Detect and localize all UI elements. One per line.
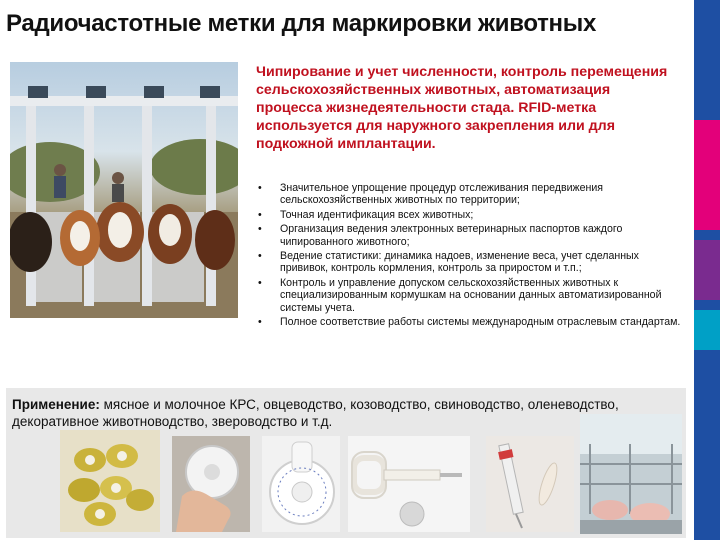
list-item (256, 182, 686, 207)
bullet-icon: • (258, 223, 262, 236)
strip-segment-purple (694, 240, 720, 300)
bullet-icon: • (258, 208, 262, 221)
round-tag-icon (262, 436, 340, 532)
list-item (256, 250, 686, 275)
bullet-text: Ведение статистики: динамика надоев, изменение веса, учет сделанных прививок, контроль кормления, контроль за приростом и т.п.; (280, 250, 639, 275)
ear-tags-icon (60, 430, 160, 532)
syringe-chip-icon (486, 436, 574, 532)
strip-segment-cyan (694, 310, 720, 350)
list-item (256, 316, 686, 328)
strip-segment-pink (694, 120, 720, 230)
cattle-gate-photo (10, 62, 238, 318)
application-label: Применение: (12, 397, 100, 412)
slide-title: Радиочастотные метки для маркировки животных (6, 10, 596, 37)
bullet-text: Организация ведения электронных ветеринарных паспортов каждого чипированного животного; (280, 223, 623, 248)
bullet-text: Значительное упрощение процедур отслеживания передвижения сельскохозяйственных животных по территории; (280, 182, 604, 207)
bullet-text: Контроль и управление допуском сельскохозяйственных животных к специализированным кормушкам на основании данных автоматизированной системы учета. (280, 276, 662, 314)
tag-in-hand-icon (172, 436, 250, 532)
application-list: мясное и молочное КРС, овцеводство, козоводство, свиноводство, оленеводство, декоративное животноводство, звероводство и т.д. (12, 397, 619, 429)
decorative-strip (694, 0, 720, 540)
bullet-icon: • (258, 276, 262, 289)
list-item (256, 277, 686, 314)
list-item (256, 209, 686, 221)
bullet-icon: • (258, 182, 262, 194)
implanter-icon (348, 436, 470, 532)
bullet-text: Полное соответствие работы системы международным отраслевым стандартам. (280, 316, 681, 329)
lead-paragraph: Чипирование и учет численности, контроль перемещения сельскохозяйственных животных, автоматизация процесса жизнедеятельности стада. RFID-метка используется для наружного закрепления или для подкожной имплантации. (256, 64, 668, 152)
bullet-list (256, 182, 686, 330)
bullet-text: Точная идентификация всех животных; (280, 208, 474, 221)
bullet-icon: • (258, 316, 262, 329)
list-item (256, 223, 686, 248)
pig-pen-icon (580, 414, 682, 534)
bullet-icon: • (258, 250, 262, 263)
